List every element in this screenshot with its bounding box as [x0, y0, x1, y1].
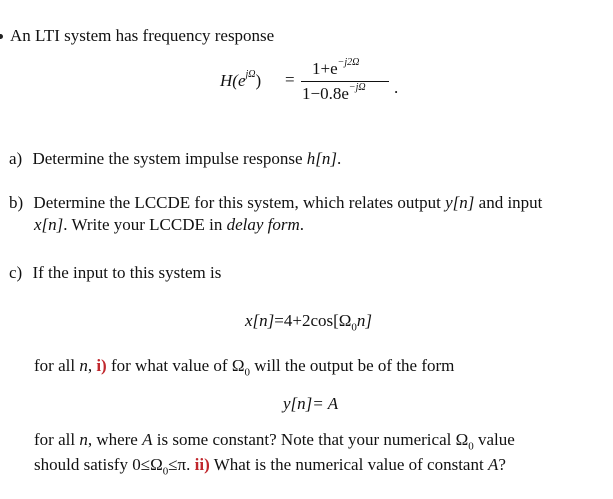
part-c-line1: c) If the input to this system is [9, 263, 222, 282]
bullet-dot [0, 34, 3, 39]
part-b-label: b) [9, 193, 24, 212]
part-a-label: a) [9, 149, 23, 168]
denominator: $1-0.8e^{-j\Omega}$ [302, 82, 366, 103]
part-a-text: Determine the system impulse response [32, 149, 303, 168]
equation-period: . [394, 78, 399, 97]
equals-sign: = [285, 70, 295, 89]
question-i-label: i) [96, 356, 107, 375]
input-equation: $x[n]=4+2\cos[\Omega_0n]$ [245, 311, 373, 334]
part-c-label: c) [9, 263, 23, 282]
question-ii-label: ii) [194, 455, 210, 474]
numerator: $1+e^{-j2\Omega}$ [312, 57, 360, 78]
fraction-bar [301, 81, 389, 82]
part-c-line3: for all n, i) for what value of $\Omega_0$ will the output be of the form [34, 356, 455, 379]
output-equation: y[n]= A [283, 394, 339, 413]
part-a-math: h[n] [306, 149, 338, 168]
equation-lhs: $H(e^{j\Omega})$ [220, 69, 262, 90]
part-c-line4: for all n, where A is some constant? Note that your numerical $\Omega_0$ value [34, 430, 515, 453]
part-a: a) Determine the system impulse response h[n]. [9, 149, 342, 168]
part-b-line1: b) Determine the LCCDE for this system, which relates output y[n] and input [9, 193, 543, 212]
part-b-line2: x[n]. Write your LCCDE in delay form. [34, 215, 305, 234]
intro-text: An LTI system has frequency response [10, 26, 275, 45]
part-c-line5: should satisfy $0\le\Omega_0\le\pi$. ii) What is the numerical value of constant A? [34, 455, 506, 478]
